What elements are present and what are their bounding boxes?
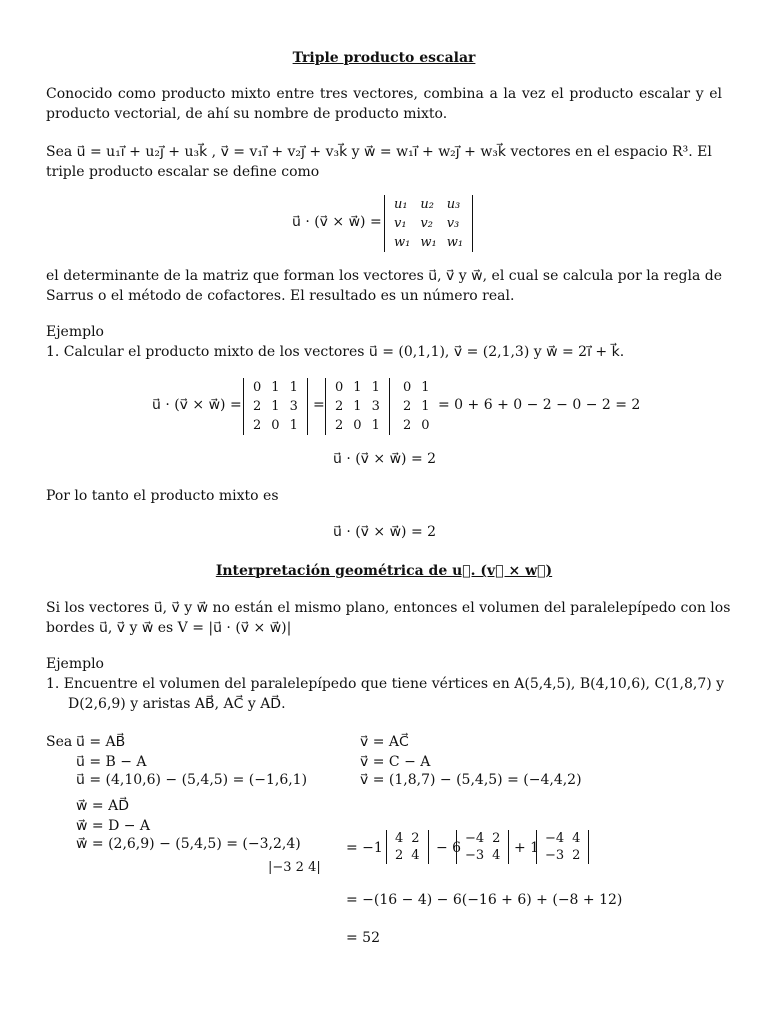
u-line-1: u⃗ = AB⃗ — [76, 734, 126, 750]
cofactor-prefix: = −1 — [346, 840, 383, 856]
matrix-cell: v₃ — [446, 216, 460, 231]
stray-matrix-row: |−3 2 4| — [268, 860, 321, 875]
w-line-1: w⃗ = AD⃗ — [76, 798, 129, 814]
v-line-3: v⃗ = (1,8,7) − (5,4,5) = (−4,4,2) — [360, 772, 582, 788]
matrix-cell: 0 — [353, 418, 362, 433]
matrix-cell: w₁ — [420, 235, 437, 250]
matrix-cell: w₁ — [446, 235, 464, 250]
matrix-cell: 2 — [492, 831, 501, 846]
matrix-cell: 1 — [353, 399, 362, 414]
example-1-conclusion: Por lo tanto el producto mixto es — [46, 488, 279, 504]
matrix-cell: 1 — [271, 380, 280, 395]
matrix-cell: 2 — [253, 399, 262, 414]
example-1-result-final: u⃗ · (v⃗ × w⃗) = 2 — [333, 524, 437, 540]
matrix-cell: 0 — [403, 380, 412, 395]
matrix-cell: 1 — [421, 399, 430, 414]
sarrus-computation: = 0 + 6 + 0 − 2 − 0 − 2 = 2 — [438, 397, 641, 413]
matrix-cell: 4 — [572, 831, 581, 846]
geometric-line-1: Si los vectores u⃗, v⃗ y w⃗ no están el mismo plano, entonces el volumen del paralelepípedo con los — [46, 600, 731, 616]
minor-determinant-1 — [386, 830, 429, 864]
cofactor-op-1: − 6 — [436, 840, 462, 856]
sarrus-determinant — [325, 378, 390, 435]
geometric-line-2: bordes u⃗, v⃗ y w⃗ es V = |u⃗ · (v⃗ × w⃗)| — [46, 620, 292, 636]
matrix-cell: 1 — [289, 380, 298, 395]
matrix-cell: 3 — [289, 399, 298, 414]
matrix-cell: v₂ — [420, 216, 433, 231]
sea-label: Sea — [46, 734, 73, 750]
example-2-heading: Ejemplo — [46, 656, 104, 672]
matrix-cell: 1 — [371, 380, 380, 395]
matrix-cell: 2 — [395, 848, 404, 863]
intro-paragraph: Conocido como producto mixto entre tres vectores, combina a la vez el producto escalar y el producto vectorial, de ahí su nombre de producto mixto. — [46, 86, 722, 122]
equals-sign: = — [313, 397, 325, 413]
v-line-2: v⃗ = C − A — [360, 754, 431, 770]
matrix-cell: 2 — [411, 831, 420, 846]
matrix-cell: 1 — [371, 418, 380, 433]
example-1-determinant — [243, 378, 308, 435]
matrix-cell: 2 — [572, 848, 581, 863]
matrix-cell: 2 — [403, 418, 412, 433]
v-line-1: v⃗ = AC⃗ — [360, 734, 409, 750]
section-title-geometric: Interpretación geométrica de u⃗. (v⃗ × w⃗) — [215, 563, 553, 579]
u-line-2: u⃗ = B − A — [76, 754, 147, 770]
definition-determinant — [384, 195, 473, 252]
matrix-cell: 1 — [421, 380, 430, 395]
minor-determinant-3 — [536, 830, 589, 864]
definition-line-1: Sea u⃗ = u₁i⃗ + u₂j⃗ + u₃k⃗ , v⃗ = v₁i⃗ + v₂j⃗ + v₃k⃗ y w⃗ = w₁i⃗ + w₂j⃗ + w₃k⃗ vectores en el espacio R³. El — [46, 144, 712, 160]
matrix-cell: 4 — [411, 848, 420, 863]
example-1-lhs: u⃗ · (v⃗ × w⃗) = — [152, 397, 242, 413]
matrix-cell: −4 — [465, 831, 485, 846]
matrix-cell: 0 — [271, 418, 280, 433]
u-line-3: u⃗ = (4,10,6) − (5,4,5) = (−1,6,1) — [76, 772, 308, 788]
matrix-cell: 4 — [492, 848, 501, 863]
matrix-cell: −4 — [545, 831, 565, 846]
cofactor-op-2: + 1 — [514, 840, 540, 856]
sarrus-extension-columns — [398, 378, 435, 435]
matrix-cell: 2 — [335, 399, 344, 414]
example-1-result: u⃗ · (v⃗ × w⃗) = 2 — [333, 451, 437, 467]
matrix-cell: 1 — [289, 418, 298, 433]
w-line-2: w⃗ = D − A — [76, 818, 151, 834]
matrix-cell: 0 — [335, 380, 344, 395]
w-line-3: w⃗ = (2,6,9) − (5,4,5) = (−3,2,4) — [76, 836, 301, 852]
matrix-cell: 1 — [353, 380, 362, 395]
matrix-cell: u₂ — [420, 197, 434, 212]
matrix-cell: 4 — [395, 831, 404, 846]
matrix-cell: u₃ — [446, 197, 461, 212]
definition-formula-lhs: u⃗ · (v⃗ × w⃗) = — [292, 214, 382, 230]
example-2-line-1: 1. Encuentre el volumen del paralelepípedo que tiene vértices en A(5,4,5), B(4,10,6), C(1,8,7) y — [46, 676, 725, 692]
matrix-cell: 2 — [253, 418, 262, 433]
section-title-triple-product: Triple producto escalar — [292, 50, 476, 66]
matrix-cell: 2 — [403, 399, 412, 414]
matrix-cell: 1 — [271, 399, 280, 414]
example-1-heading: Ejemplo — [46, 324, 104, 340]
definition-line-2: triple producto escalar se define como — [46, 164, 320, 180]
matrix-cell: −3 — [545, 848, 565, 863]
matrix-cell: −3 — [465, 848, 485, 863]
minor-determinant-2 — [456, 830, 509, 864]
expansion-step-2: = −(16 − 4) − 6(−16 + 6) + (−8 + 12) — [346, 892, 623, 908]
matrix-cell: w₁ — [394, 235, 411, 250]
matrix-cell: 3 — [371, 399, 380, 414]
determinant-explanation: el determinante de la matriz que forman los vectores u⃗, v⃗ y w⃗, el cual se calcula por la regla de Sarrus o el método de cofactores. El resultado es un número real. — [46, 268, 722, 304]
matrix-cell: v₁ — [394, 216, 407, 231]
expansion-result: = 52 — [346, 930, 380, 946]
matrix-cell: u₁ — [394, 197, 408, 212]
matrix-cell: 0 — [421, 418, 430, 433]
matrix-cell: 2 — [335, 418, 344, 433]
example-1-statement: 1. Calcular el producto mixto de los vectores u⃗ = (0,1,1), v⃗ = (2,1,3) y w⃗ = 2i⃗ + k⃗. — [46, 344, 625, 360]
matrix-cell: 0 — [253, 380, 262, 395]
example-2-line-2: D(2,6,9) y aristas AB⃗, AC⃗ y AD⃗. — [68, 696, 286, 712]
